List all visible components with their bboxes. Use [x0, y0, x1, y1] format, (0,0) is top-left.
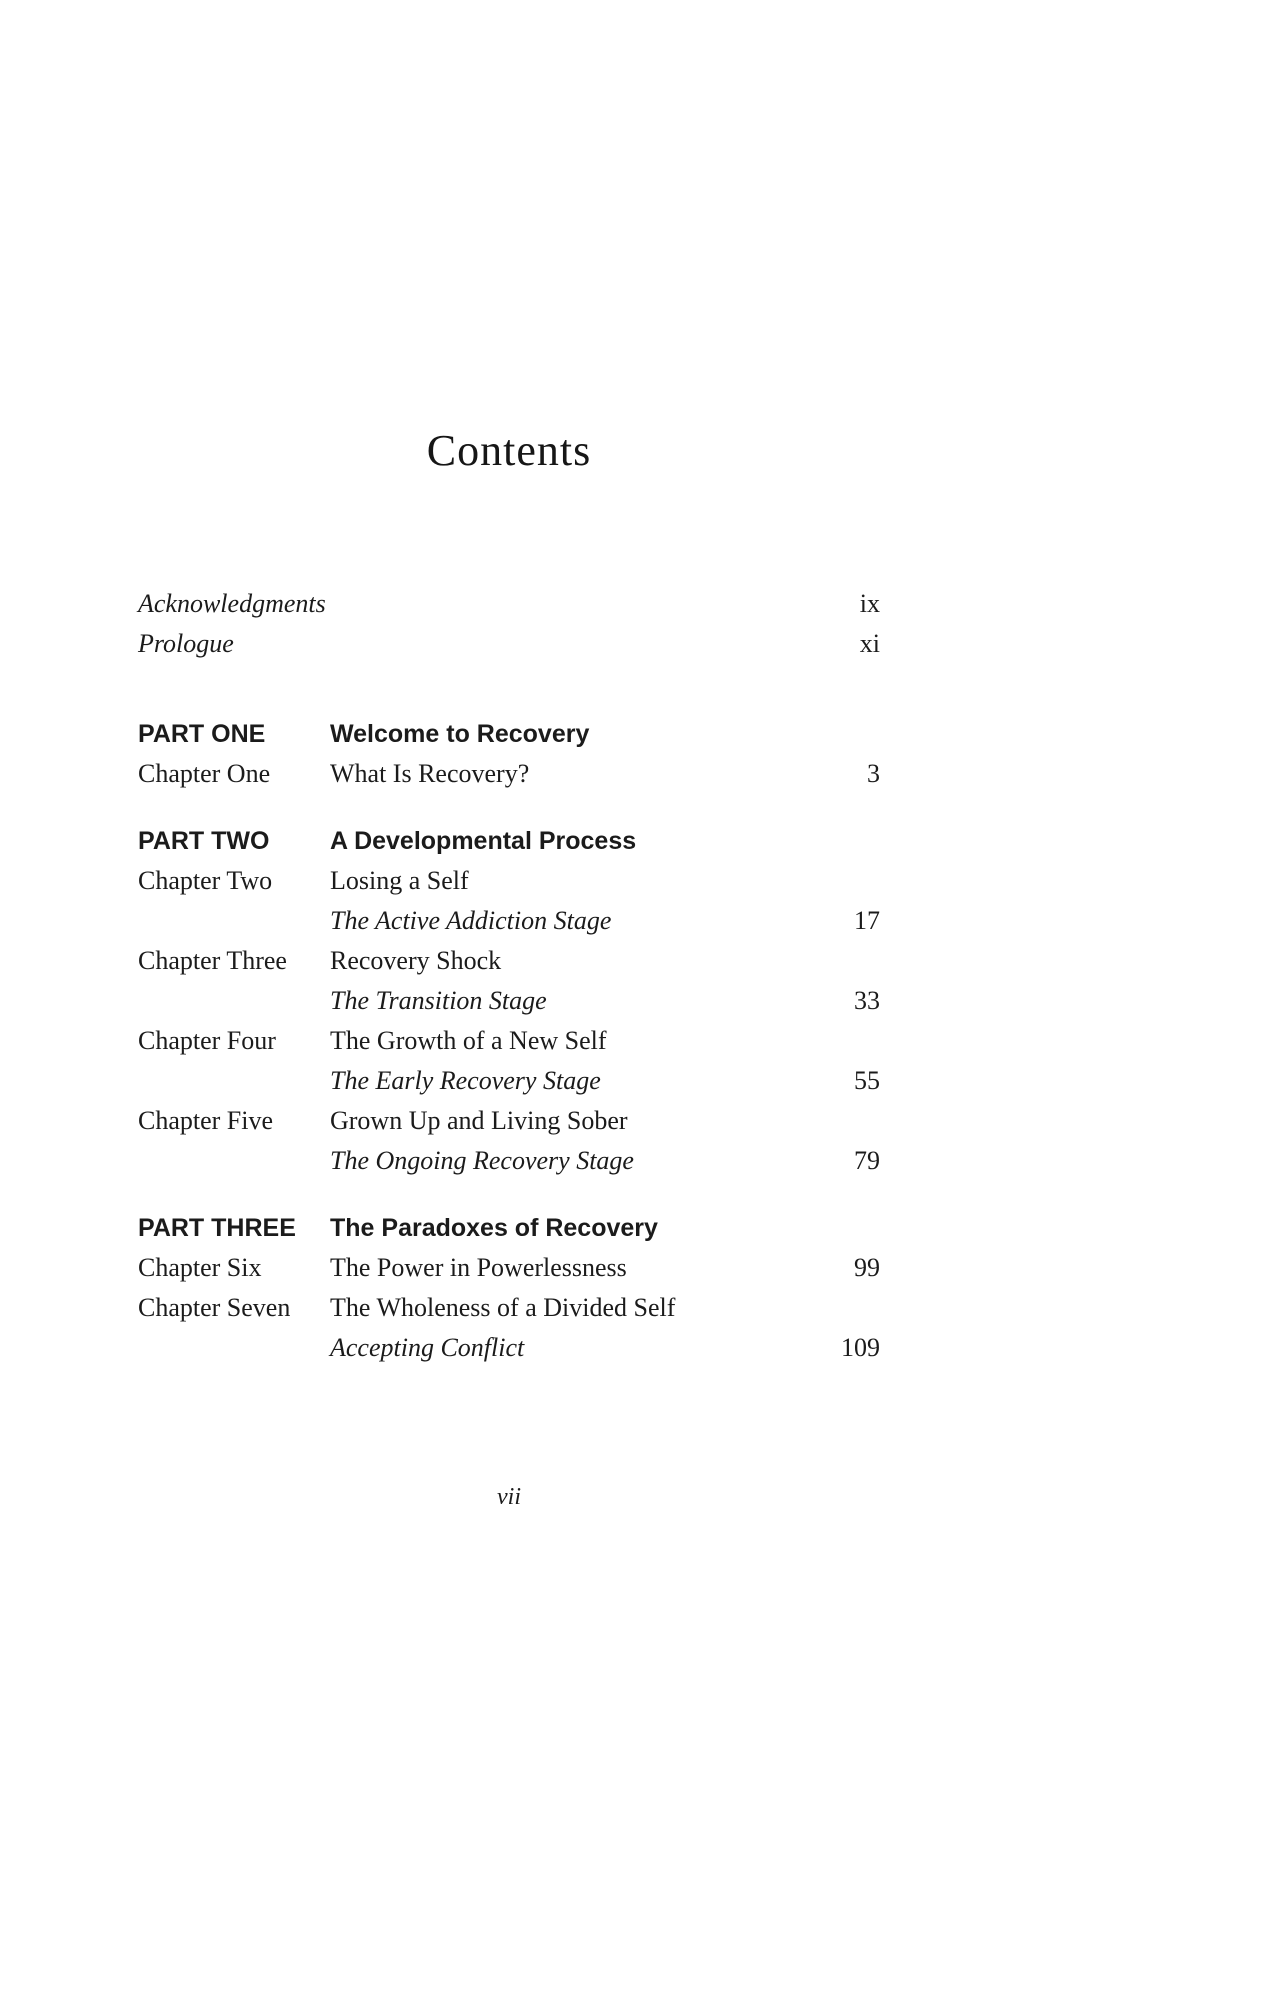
chapter-label: Chapter Four [138, 1026, 276, 1055]
part-heading-row [138, 1208, 880, 1248]
front-matter-section [138, 584, 880, 664]
chapter-subtitle: The Ongoing Recovery Stage [330, 1146, 634, 1175]
chapter-title: The Growth of a New Self [330, 1026, 607, 1055]
part-section [138, 714, 880, 794]
chapter-subtitle: The Active Addiction Stage [330, 906, 612, 935]
page-number: xi [859, 629, 880, 658]
page-number: 79 [854, 1146, 880, 1175]
page-number: 33 [854, 986, 880, 1015]
toc-page [138, 0, 880, 1511]
toc-row [138, 1248, 880, 1288]
front-matter-label: Acknowledgments [138, 589, 326, 618]
part-section [138, 821, 880, 1181]
page-title: Contents [426, 426, 592, 475]
toc-row [138, 1101, 880, 1141]
chapter-title: Losing a Self [330, 866, 469, 895]
part-heading-row [138, 714, 880, 754]
page-number: 3 [867, 759, 880, 788]
chapter-subtitle: The Transition Stage [330, 986, 547, 1015]
chapter-subtitle: The Early Recovery Stage [330, 1066, 601, 1095]
chapter-label: Chapter Two [138, 866, 273, 895]
chapter-title: The Wholeness of a Divided Self [330, 1293, 676, 1322]
chapter-label: Chapter One [138, 759, 271, 788]
part-heading-row [138, 821, 880, 861]
part-label: PART ONE [138, 720, 266, 748]
front-matter-label: Prologue [138, 629, 234, 658]
page-number: ix [859, 589, 880, 618]
toc-row [138, 1061, 880, 1101]
part-section [138, 1208, 880, 1368]
chapter-label: Chapter Three [138, 946, 287, 975]
part-title: The Paradoxes of Recovery [330, 1214, 658, 1242]
toc-row [138, 754, 880, 794]
toc-row [138, 624, 880, 664]
toc-row [138, 981, 880, 1021]
page-number: 109 [841, 1333, 880, 1362]
chapter-label: Chapter Seven [138, 1293, 291, 1322]
part-label: PART THREE [138, 1214, 296, 1242]
part-label: PART TWO [138, 827, 270, 855]
part-title: A Developmental Process [330, 827, 637, 855]
chapter-label: Chapter Six [138, 1253, 262, 1282]
toc-row [138, 1328, 880, 1368]
footer-page-number: vii [497, 1484, 521, 1510]
toc-row [138, 1021, 880, 1061]
toc-row [138, 1141, 880, 1181]
toc-row [138, 861, 880, 901]
chapter-label: Chapter Five [138, 1106, 274, 1135]
page-number: 55 [854, 1066, 880, 1095]
part-title: Welcome to Recovery [330, 720, 590, 748]
toc-row [138, 1288, 880, 1328]
page-number: 99 [854, 1253, 880, 1282]
chapter-title: The Power in Powerlessness [330, 1253, 627, 1282]
chapter-subtitle: Accepting Conflict [330, 1333, 525, 1362]
page-number: 17 [854, 906, 880, 935]
toc-row [138, 941, 880, 981]
toc-row [138, 901, 880, 941]
chapter-title: Recovery Shock [330, 946, 502, 975]
toc-row [138, 584, 880, 624]
chapter-title: What Is Recovery? [330, 759, 530, 788]
chapter-title: Grown Up and Living Sober [330, 1106, 628, 1135]
